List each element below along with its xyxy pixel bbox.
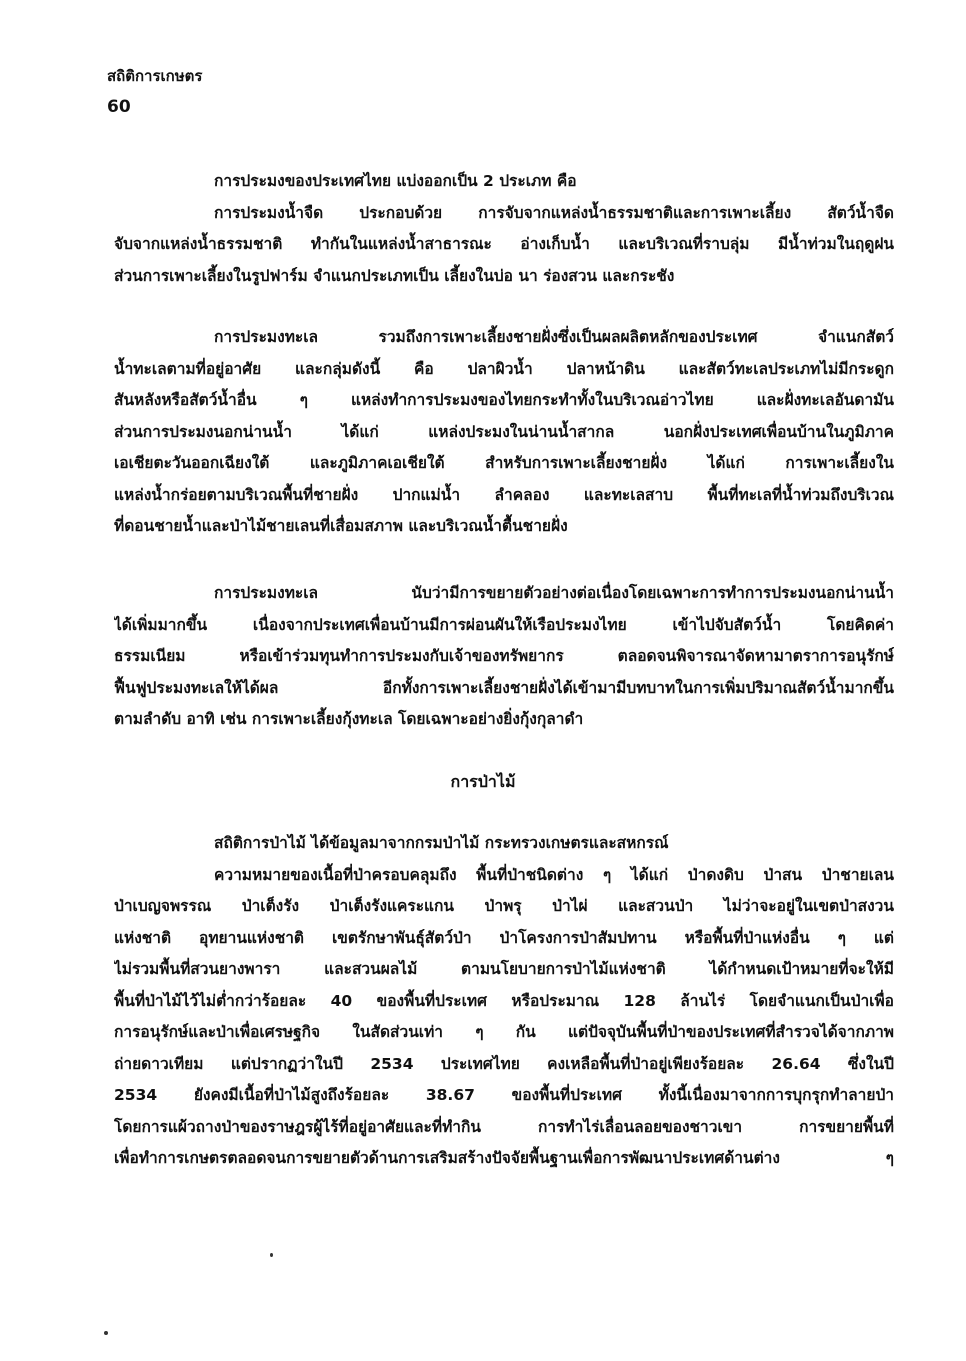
paragraph-line: เพื่อทำการเกษตรตลอดจนการขยายตัวด้านการเสริมสร้างปัจจัยพื้นฐานเพื่อการพัฒนาประเทศด้านต่าง ๆ: [114, 1149, 894, 1167]
paragraph-line: ตามลำดับ อาทิ เช่น การเพาะเลี้ยงกุ้งทะเล โดยเฉพาะอย่างยิ่งกุ้งกุลาดำ: [114, 710, 584, 728]
fisheries-intro: การประมงของประเทศไทย แบ่งออกเป็น 2 ประเภท คือ: [214, 172, 577, 190]
paragraph-line: ส่วนการเพาะเลี้ยงในรูปฟาร์ม จำแนกประเภทเป็น เลี้ยงในบ่อ นา ร่องสวน และกระชัง: [114, 266, 675, 285]
fisheries-expansion-paragraph: [114, 578, 894, 736]
running-header: สถิติการเกษตร: [107, 67, 203, 85]
paragraph-line: การประมงน้ำจืด ประกอบด้วย การจับจากแหล่งน้ำธรรมชาติและการเพาะเลี้ยง สัตว์น้ำจืด: [214, 203, 894, 222]
paragraph-line: การประมงทะเล รวมถึงการเพาะเลี้ยงชายฝั่งซึ่งเป็นผลผลิตหลักของประเทศ จำแนกสัตว์: [214, 328, 894, 346]
scan-speck: [270, 1253, 273, 1257]
paragraph-line: ฟื้นฟูประมงทะเลให้ได้ผล อีกทั้งการเพาะเลี้ยงชายฝั่งได้เข้ามามีบทบาทในการเพิ่มปริมาณสัตว์น้ำมากขึ้น: [114, 678, 894, 697]
paragraph-line: การอนุรักษ์และป่าเพื่อเศรษฐกิจ ในสัดส่วนเท่า ๆ กัน แต่ปัจจุบันพื้นที่ป่าของประเทศที่สำรวจได้จากภาพ: [114, 1023, 894, 1041]
paragraph-line: 2534 ยังคงมีเนื้อที่ป่าไม้สูงถึงร้อยละ 38.67 ของพื้นที่ประเทศ ทั้งนี้เนื่องมาจากการบุกรุกทำลายป่า: [114, 1086, 894, 1104]
forestry-source: สถิติการป่าไม้ ได้ข้อมูลมาจากกรมป่าไม้ กระทรวงเกษตรและสหกรณ์: [214, 834, 669, 852]
paragraph-line: สันหลังหรือสัตว์น้ำอื่น ๆ แหล่งทำการประมงของไทยกระทำทั้งในบริเวณอ่าวไทย และฝั่งทะเลอันดามัน: [114, 391, 894, 409]
paragraph-line: จับจากแหล่งน้ำธรรมชาติ ทำกันในแหล่งน้ำสาธารณะ อ่างเก็บน้ำ และบริเวณที่ราบลุ่ม มีน้ำท่วมในฤดูฝน: [114, 235, 894, 253]
paragraph-line: แห่งชาติ อุทยานแห่งชาติ เขตรักษาพันธุ์สัตว์ป่า ป่าโครงการป่าสัมปทาน หรือพื้นที่ป่าแห่งอื่น ๆ แต่: [114, 928, 894, 947]
paragraph-line: ธรรมเนียม หรือเข้าร่วมทุนทำการประมงกับเจ้าของทรัพยากร ตลอดจนพิจารณาจัดหามาตราการอนุรักษ์: [114, 647, 894, 665]
paragraph-line: ถ่ายดาวเทียม แต่ปรากฏว่าในปี 2534 ประเทศไทย คงเหลือพื้นที่ป่าอยู่เพียงร้อยละ 26.64 ซึ่งในปี: [114, 1054, 894, 1073]
scan-speck: [104, 1331, 108, 1335]
paragraph-line: เอเชียตะวันออกเฉียงใต้ และภูมิภาคเอเชียใต้ สำหรับการเพาะเลี้ยงชายฝั่ง ได้แก่ การเพาะเลี้ยงใน: [114, 454, 894, 472]
paragraph-line: ความหมายของเนื้อที่ป่าครอบคลุมถึง พื้นที่ป่าชนิดต่าง ๆ ได้แก่ ป่าดงดิบ ป่าสน ป่าชายเลน: [214, 865, 894, 884]
paragraph-line: ได้เพิ่มมากขึ้น เนื่องจากประเทศเพื่อนบ้านมีการผ่อนผันให้เรือประมงไทย เข้าไปจับสัตว์น้ำ โดยคิดค่า: [114, 615, 894, 634]
forestry-paragraph: [114, 828, 894, 1175]
paragraph-line: แหล่งน้ำกร่อยตามบริเวณพื้นที่ชายฝั่ง ปากแม่น้ำ ลำคลอง และทะเลสาบ พื้นที่ทะเลที่น้ำท่วมถึงบริเวณ: [114, 485, 894, 504]
paragraph-line: โดยการแผ้วถางป่าของราษฎรผู้ไร้ที่อยู่อาศัยและที่ทำกิน การทำไร่เลื่อนลอยของชาวเขา การขยายพื้นที่: [114, 1117, 894, 1136]
page-number: 60: [107, 97, 131, 117]
marine-fisheries-paragraph: [114, 322, 894, 543]
paragraph-line: พื้นที่ป่าไม้ไว้ไม่ต่ำกว่าร้อยละ 40 ของพื้นที่ประเทศ หรือประมาณ 128 ล้านไร่ โดยจำแนกเป็นป่าเพื่อ: [114, 991, 894, 1010]
paragraph-line: ป่าเบญจพรรณ ป่าเต็งรัง ป่าเต็งรังแคระแกน ป่าพรุ ป่าไผ่ และสวนป่า ไม่ว่าจะอยู่ในเขตป่าสงวน: [114, 897, 894, 915]
fisheries-intro-block: [114, 166, 894, 292]
paragraph-line: น้ำทะเลตามที่อยู่อาศัย และกลุ่มดังนี้ คือ ปลาผิวน้ำ ปลาหน้าดิน และสัตว์ทะเลประเภทไม่มีกระดูก: [114, 359, 894, 378]
section-heading-forestry: การป่าไม้: [450, 772, 516, 791]
paragraph-line: ส่วนการประมงนอกน่านน้ำ ได้แก่ แหล่งประมงในน่านน้ำสากล นอกฝั่งประเทศเพื่อนบ้านในภูมิภาค: [114, 422, 894, 441]
paragraph-line: การประมงทะเล นับว่ามีการขยายตัวอย่างต่อเนื่องโดยเฉพาะการทำการประมงนอกน่านน้ำ: [214, 584, 894, 602]
paragraph-line: ไม่รวมพื้นที่สวนยางพารา และสวนผลไม้ ตามนโยบายการป่าไม้แห่งชาติ ได้กำหนดเป้าหมายที่จะให้มี: [114, 960, 894, 978]
paragraph-line: ที่ดอนชายน้ำและป่าไม้ชายเลนที่เสื่อมสภาพ และบริเวณน้ำตื้นชายฝั่ง: [114, 517, 568, 535]
